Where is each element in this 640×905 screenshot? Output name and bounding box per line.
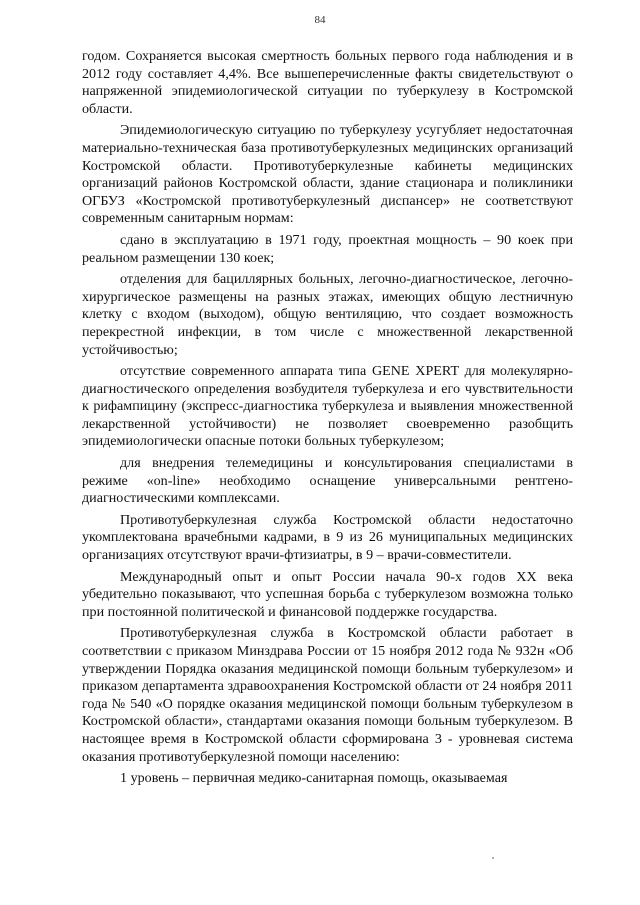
paragraph: Противотуберкулезная служба Костромской области недостаточно укомплектована врачебными кадрами, в 9 из 26 муниципальных медицинских организациях отсутствуют врачи-фтизиатры, в 9 – врачи-совместители. <box>82 511 573 564</box>
paragraph: Противотуберкулезная служба в Костромской области работает в соответствии с приказом Минздрава России от 15 ноября 2012 года № 932н «Об утверждении Порядка оказания медицинской помощи больным туберкулезом» и приказом департамента здравоохранения Костромской области от 24 ноября 2011 года № 540 «О порядке оказания медицинской помощи больным туберкулезом в Костромской области», стандартами оказания помощи больным туберкулезом. В настоящее время в Костромской области сформирована 3 - уровневая система оказания противотуберкулезной помощи населению: <box>82 625 573 765</box>
document-body <box>82 48 573 792</box>
list-item: для внедрения телемедицины и консультирования специалистами в режиме «on-line» необходимо оснащение универсальными рентгено-диагностическими комплексами. <box>82 455 573 507</box>
scan-speck <box>492 857 494 859</box>
page-number: 84 <box>314 14 326 26</box>
list-item: отделения для бациллярных больных, легочно-диагностическое, легочно-хирургическое размещены на разных этажах, имеющих общую лестничную клетку с входом (выходом), общую вентиляцию, что создает возможность перекрестной инфекции, в том числе с множественной лекарственной устойчивостью; <box>82 271 573 358</box>
list-item: отсутствие современного аппарата типа GENE XPERT для молекулярно-диагностического определения возбудителя туберкулеза и его чувствительности к рифампицину (экспресс-диагностика туберкулеза и выявления множественной лекарственной устойчивости) не позволяет своевременно разобщить эпидемиологически опасные потоки больных туберкулезом; <box>82 363 573 450</box>
paragraph: 1 уровень – первичная медико-санитарная помощь, оказываемая <box>120 770 508 787</box>
paragraph: годом. Сохраняется высокая смертность больных первого года наблюдения и в 2012 году составляет 4,4%. Все вышеперечисленные факты свидетельствуют о напряженной эпидемиологической ситуации по туберкулезу в Костромской области. <box>82 48 573 117</box>
paragraph: Эпидемиологическую ситуацию по туберкулезу усугубляет недостаточная материально-техническая база противотуберкулезных медицинских организаций Костромской области. Противотуберкулезные кабинеты медицинских организаций районов Костромской области, здание стационара и поликлиники ОГБУЗ «Костромской противотуберкулезный диспансер» не соответствуют современным санитарным нормам: <box>82 122 573 227</box>
list-item: сдано в эксплуатацию в 1971 году, проектная мощность – 90 коек при реальном размещении 130 коек; <box>82 231 573 266</box>
paragraph: Международный опыт и опыт России начала 90-х годов ХХ века убедительно показывают, что успешная борьба с туберкулезом возможна только при постоянной политической и финансовой поддержке государства. <box>82 568 573 620</box>
